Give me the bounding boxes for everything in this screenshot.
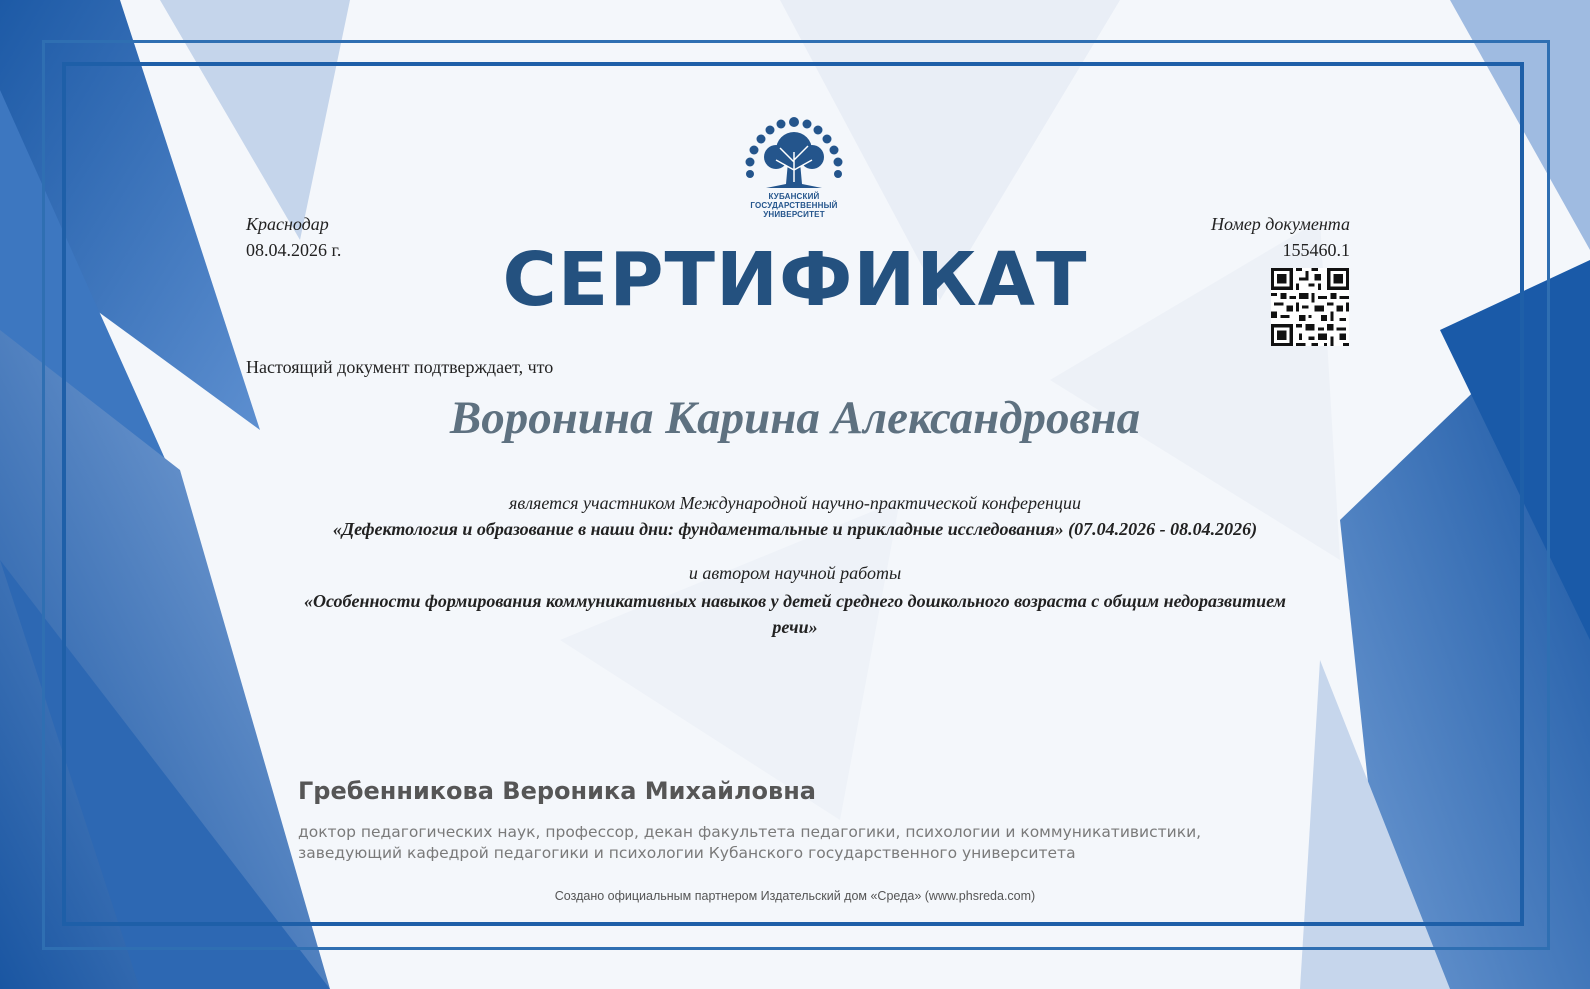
author-text: и автором научной работы [688, 563, 902, 583]
city: Краснодар [246, 214, 329, 234]
document-number-label: Номер документа [1211, 214, 1350, 234]
issue-date: 08.04.2026 г. [246, 240, 342, 260]
signer-name: Гребенникова Вероника Михайловна [298, 777, 816, 805]
signer-position [298, 822, 1201, 864]
recipient-name: Воронина Карина Александровна [449, 392, 1141, 444]
confirmation-text: Настоящий документ подтверждает, что [246, 357, 554, 377]
conference-title: «Дефектология и образование в наши дни: фундаментальные и прикладные исследования» (07.04.2026 - 08.04.2026) [332, 519, 1258, 539]
work-title-line-2: речи» [772, 617, 818, 637]
certificate-title: СЕРТИФИКАТ [502, 237, 1088, 323]
signer-position-line: заведующий кафедрой педагогики и психологии Кубанского государственного университета [298, 844, 1076, 862]
university-name-line: КУБАНСКИЙ [768, 192, 820, 201]
participant-text: является участником Международной научно-практической конференции [509, 493, 1081, 513]
university-name-line: УНИВЕРСИТЕТ [763, 210, 825, 219]
signer-position-line: доктор педагогических наук, профессор, декан факультета педагогики, психологии и коммуникативистики, [298, 823, 1202, 841]
document-number: 155460.1 [1282, 240, 1350, 260]
publisher-footer: Создано официальным партнером Издательский дом «Среда» (www.phsreda.com) [554, 889, 1036, 903]
university-name [736, 192, 852, 219]
work-title-line-1: «Особенности формирования коммуникативных навыков у детей среднего дошкольного возраста с общим недоразвитием [304, 591, 1286, 611]
university-name-line: ГОСУДАРСТВЕННЫЙ [750, 201, 838, 210]
